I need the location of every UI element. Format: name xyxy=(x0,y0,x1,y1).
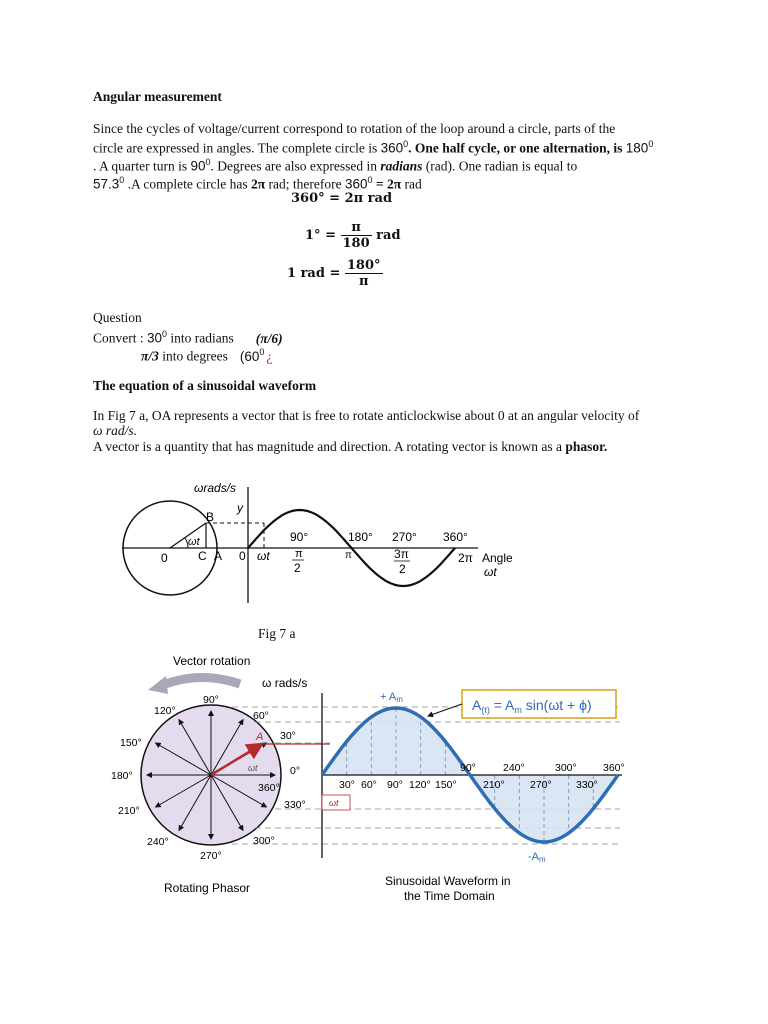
angle-90: 90° xyxy=(203,694,219,706)
vector-rotation-title: Vector rotation xyxy=(173,654,251,668)
paragraph-line-1: Since the cycles of voltage/current correspond to rotation of the loop around a circle, parts of the xyxy=(93,121,616,136)
wt-bracket-label: ωt xyxy=(329,798,339,808)
angle-270: 270° xyxy=(200,850,222,862)
equation-degree-to-rad: 1° = $\frac{\pi}{180}$ rad xyxy=(305,220,401,251)
fig7a-angle-label: Angle xyxy=(482,551,513,565)
fig7a-two: 2 xyxy=(294,561,301,575)
rotating-phasor-caption: Rotating Phasor xyxy=(164,881,251,895)
fig7a-two-b: 2 xyxy=(399,562,406,576)
fig7a-3pi: 3π xyxy=(394,547,409,561)
fig7a-pi-over: π xyxy=(295,548,303,560)
wave-300: 300° xyxy=(555,762,577,774)
paragraph2-line-1: In Fig 7 a, OA represents a vector that is free to rotate anticlockwise about 0 at an angular velocity of xyxy=(93,408,640,423)
paragraph-line-2: circle are expressed in angles. The complete circle is $360^0$. One half cycle, or one alternation, is $180^0$ xyxy=(93,139,654,156)
question-label: Question xyxy=(93,310,142,325)
paragraph-line-4: 57.3$^0$ .A complete circle has 2π rad; therefore $360^0 = 2\pi$ rad xyxy=(93,175,422,192)
wave-240: 240° xyxy=(503,762,525,774)
formula-pointer xyxy=(428,704,462,716)
paragraph-line-3: . A quarter turn is $90^0$. Degrees are also expressed in radians (rad). One radian is equal to xyxy=(93,157,578,174)
angle-330: 330° xyxy=(284,799,306,811)
fig7a-360: 360° xyxy=(443,530,468,544)
equation-rad-to-degree: 1 rad = $\frac{180^\circ}{\pi}$ xyxy=(287,258,381,289)
fig7a-y-label: y xyxy=(237,501,243,515)
fig7a-wt-axis: ωt xyxy=(257,549,270,563)
angle-0: 0° xyxy=(290,765,301,777)
section-heading-angular: Angular measurement xyxy=(93,89,222,104)
wave-330: 330° xyxy=(576,779,598,791)
fig7a-2pi: 2π xyxy=(458,551,473,565)
equation-360-2pi: 360° = 2π rad xyxy=(291,191,393,206)
fig7a-origin-label: 0 xyxy=(239,549,246,563)
fig7a-caption: Fig 7 a xyxy=(258,626,296,641)
fig7a-pi-small: π xyxy=(345,550,352,561)
formula-text: $A_{(t)} = A_m$ sin(ωt + ϕ) xyxy=(472,697,592,715)
fig7a-wt-end: ωt xyxy=(484,565,497,579)
wave-150: 150° xyxy=(435,779,457,791)
angle-30: 30° xyxy=(280,730,296,742)
question-line-2: π/3 into degrees ($60^0$ ¿ xyxy=(141,347,273,364)
fig7a-o-label: 0 xyxy=(161,551,168,565)
paragraph2-line-2: ω rad/s. xyxy=(93,423,138,438)
wave-270: 270° xyxy=(530,779,552,791)
fig7a-180: 180° xyxy=(348,530,373,544)
angle-150: 150° xyxy=(120,737,142,749)
wave-210: 210° xyxy=(483,779,505,791)
section-heading-sinusoidal: The equation of a sinusoidal waveform xyxy=(93,378,317,393)
fig7a-90: 90° xyxy=(290,530,309,544)
angle-360: 360° xyxy=(258,782,280,794)
paragraph2-line-3: A vector is a quantity that has magnitude and direction. A rotating vector is known as a phasor. xyxy=(93,439,608,454)
fig7a-b-label: B xyxy=(206,510,215,524)
angle-210: 210° xyxy=(118,805,140,817)
sinusoidal-caption-2: the Time Domain xyxy=(404,889,495,903)
angle-120: 120° xyxy=(154,705,176,717)
angle-180: 180° xyxy=(111,770,133,782)
rotation-arrow xyxy=(160,677,240,686)
question-line-1: Convert : $30^0$ into radians (π/6) xyxy=(93,329,283,346)
fig7a-c-label: C xyxy=(198,549,207,563)
angle-240: 240° xyxy=(147,836,169,848)
fig7a-270: 270° xyxy=(392,530,417,544)
wave-360: 360° xyxy=(603,762,625,774)
angle-300: 300° xyxy=(253,835,275,847)
fig7a-omega-label: ωrads/s xyxy=(194,481,237,495)
wave-120: 120° xyxy=(409,779,431,791)
sinusoidal-caption-1: Sinusoidal Waveform in xyxy=(385,874,511,888)
wave-60: 60° xyxy=(361,779,377,791)
wave-30: 30° xyxy=(339,779,355,791)
fig7a-a-label: A xyxy=(214,549,223,563)
minus-am-label: -Am xyxy=(528,851,546,864)
wave-right-90: 90° xyxy=(460,762,476,774)
angle-60: 60° xyxy=(253,710,269,722)
omega-rads-label: ω rads/s xyxy=(262,676,308,690)
plus-am-label: + Am xyxy=(380,691,403,704)
wave-90: 90° xyxy=(387,779,403,791)
phasor-wt-label: ωt xyxy=(248,763,258,773)
fig7a-wt-label: ωt xyxy=(188,536,200,548)
phasor-a-label: A xyxy=(256,731,264,743)
rotation-arrowhead-icon xyxy=(148,676,168,694)
